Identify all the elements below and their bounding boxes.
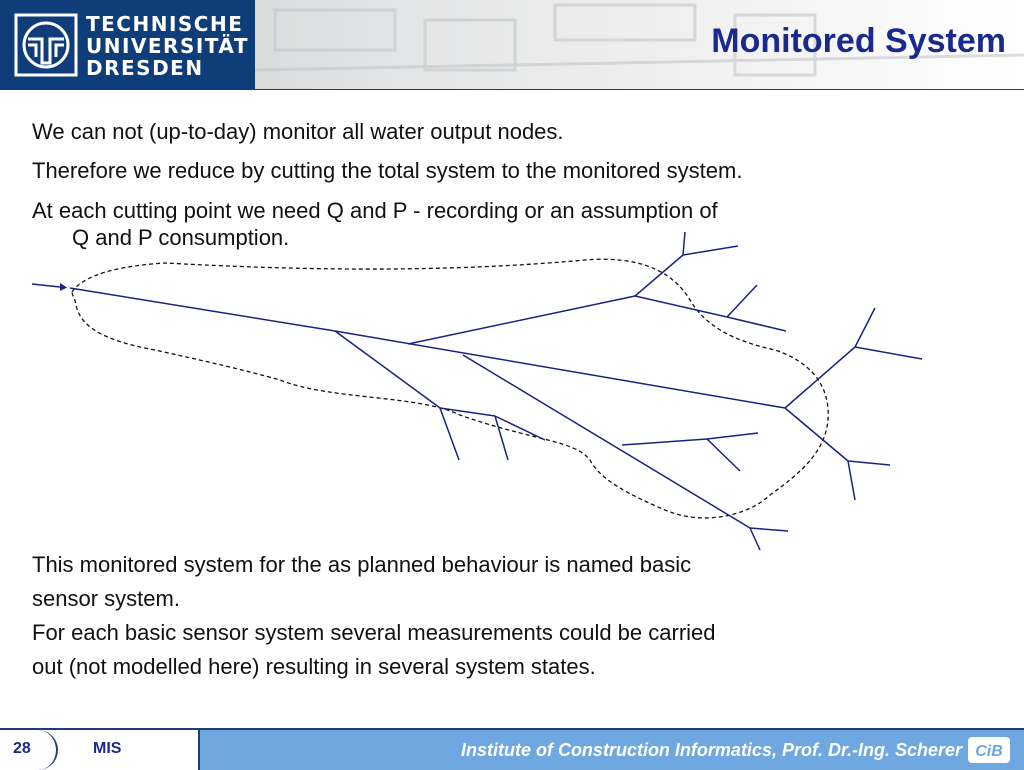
bottom-text-line-4: out (not modelled here) resulting in several system states.: [32, 654, 596, 679]
page-number: 28: [13, 740, 31, 757]
cib-logo-icon: [968, 737, 1010, 763]
tu-dresden-emblem-icon: [14, 13, 78, 77]
university-logo: [0, 0, 255, 90]
text-line-3-continued: Q and P consumption.: [72, 225, 290, 250]
slide-header: [0, 0, 1024, 90]
bottom-text-line-1: This monitored system for the as planned behaviour is named basic: [32, 552, 692, 577]
monitored-system-boundary: [72, 259, 828, 518]
pipe-network: [70, 232, 922, 550]
slide-title: Monitored System: [711, 22, 1006, 60]
cib-logo-text: CiB: [975, 743, 1003, 760]
logo-line-2: UNIVERSITÄT: [86, 34, 249, 58]
slide-footer: [0, 728, 1024, 770]
footer-band: [198, 730, 1024, 770]
section-label: MIS: [93, 740, 122, 757]
logo-line-3: DRESDEN: [86, 56, 204, 80]
text-line-1: We can not (up-to-day) monitor all water output nodes.: [32, 119, 564, 144]
university-name: [86, 13, 249, 79]
bottom-text-line-3: For each basic sensor system several measurements could be carried: [32, 620, 716, 645]
logo-line-1: TECHNISCHE: [86, 12, 244, 36]
header-divider: [0, 89, 1024, 90]
inflow-arrow-icon: [32, 283, 67, 291]
institute-credit: Institute of Construction Informatics, Prof. Dr.-Ing. Scherer: [460, 740, 962, 760]
text-line-3: At each cutting point we need Q and P - recording or an assumption of: [32, 198, 718, 223]
text-line-2: Therefore we reduce by cutting the total system to the monitored system.: [32, 158, 743, 183]
bottom-text-line-2: sensor system.: [32, 586, 180, 611]
